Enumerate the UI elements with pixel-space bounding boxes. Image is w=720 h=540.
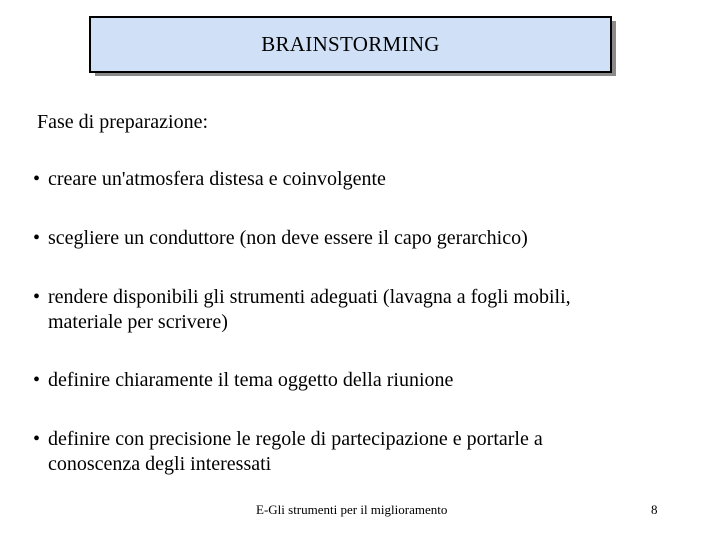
slide-title: BRAINSTORMING (261, 32, 440, 56)
bullet-dot: • (33, 168, 41, 190)
bullet-text: creare un'atmosfera distesa e coinvolgente (48, 168, 386, 190)
bullet-text-continuation: conoscenza degli interessati (48, 453, 272, 475)
bullet-item (33, 368, 693, 393)
page-number: 8 (651, 502, 658, 517)
bullet-item (33, 167, 693, 192)
bullet-dot: • (33, 428, 41, 450)
bullet-dot: • (33, 369, 41, 391)
bullet-text: rendere disponibili gli strumenti adeguati (lavagna a fogli mobili, (48, 286, 571, 308)
section-subtitle: Fase di preparazione: (37, 111, 209, 133)
bullet-item (33, 285, 693, 335)
bullet-text-continuation: materiale per scrivere) (48, 311, 228, 333)
bullet-dot: • (33, 227, 41, 249)
footer-label: E-Gli strumenti per il miglioramento (256, 502, 448, 517)
title-box (89, 16, 612, 73)
bullet-dot: • (33, 286, 41, 308)
bullet-text: scegliere un conduttore (non deve essere il capo gerarchico) (48, 227, 528, 249)
bullet-text: definire chiaramente il tema oggetto della riunione (48, 369, 454, 391)
bullet-item (33, 427, 693, 477)
bullet-text: definire con precisione le regole di partecipazione e portarle a (48, 428, 543, 450)
bullet-item (33, 226, 693, 251)
